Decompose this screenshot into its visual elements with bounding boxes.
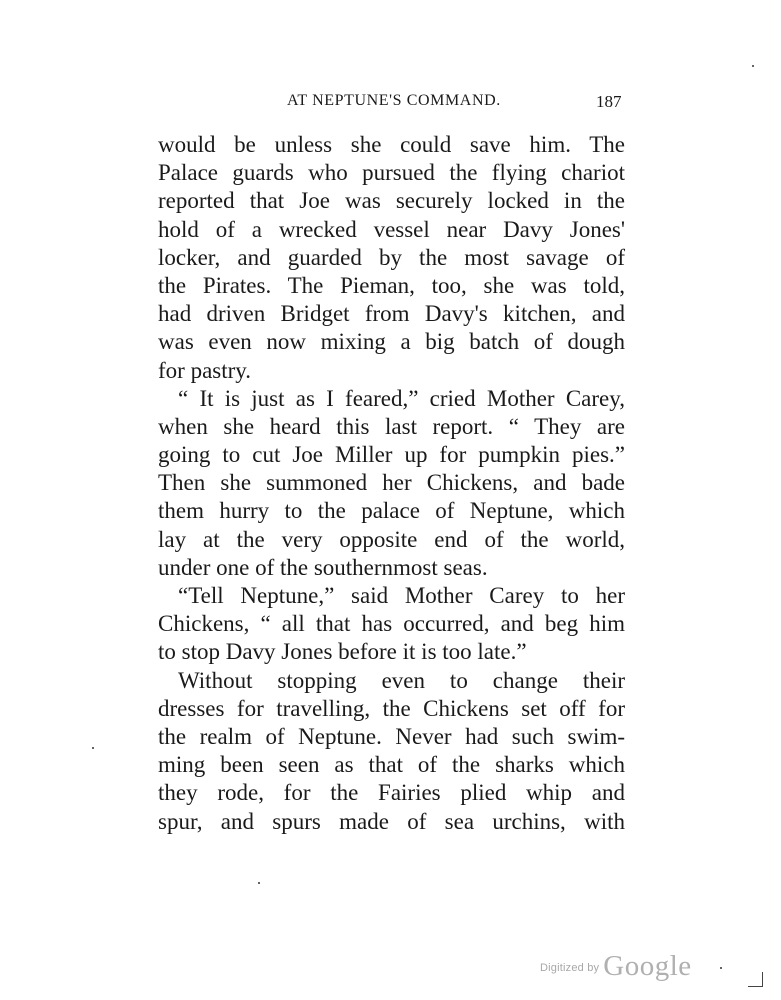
text-line: going to cut Joe Miller up for pumpkin pies.”	[158, 442, 625, 468]
text-line: them hurry to the palace of Neptune, which	[158, 498, 625, 524]
text-line: was even now mixing a big batch of dough	[158, 329, 625, 355]
text-line: hold of a wrecked vessel near Davy Jones'	[158, 216, 625, 242]
running-title: AT NEPTUNE'S COMMAND.	[287, 92, 501, 109]
text-line: under one of the southernmost seas.	[158, 554, 488, 580]
text-line: “ It is just as I feared,” cried Mother Carey,	[178, 385, 625, 411]
text-line: Palace guards who pursued the flying chariot	[158, 160, 625, 186]
scan-speck	[720, 967, 722, 969]
text-line: the realm of Neptune. Never had such swim-	[158, 723, 625, 749]
text-line: when she heard this last report. “ They are	[158, 413, 625, 439]
scan-speck	[258, 882, 260, 884]
scan-speck	[92, 747, 94, 749]
text-line: spur, and spurs made of sea urchins, with	[158, 808, 625, 834]
text-line: had driven Bridget from Davy's kitchen, and	[158, 301, 625, 327]
text-line: would be unless she could save him. The	[158, 132, 625, 157]
text-line: “Tell Neptune,” said Mother Carey to her	[178, 583, 625, 608]
text-line: to stop Davy Jones before it is too late.”	[158, 639, 527, 665]
running-head	[0, 92, 781, 116]
text-line: for pastry.	[158, 357, 252, 383]
text-line: dresses for travelling, the Chickens set off for	[158, 695, 625, 721]
text-line: Chickens, “ all that has occurred, and beg him	[158, 611, 625, 637]
google-logo: Google	[603, 950, 692, 982]
digitized-watermark	[540, 950, 692, 984]
text-line: reported that Joe was securely locked in the	[158, 188, 625, 214]
text-line: locker, and guarded by the most savage of	[158, 244, 625, 270]
scan-speck	[752, 65, 754, 67]
text-line: Then she summoned her Chickens, and bade	[158, 470, 625, 496]
text-line: the Pirates. The Pieman, too, she was told,	[158, 272, 625, 298]
text-line: ming been seen as that of the sharks which	[158, 752, 625, 778]
text-line: lay at the very opposite end of the world,	[158, 526, 625, 552]
page-number: 187	[596, 92, 622, 111]
scan-corner-mark	[748, 972, 763, 987]
watermark-prefix: Digitized by	[540, 962, 600, 974]
text-line: Without stopping even to change their	[178, 667, 625, 693]
body-text	[158, 131, 625, 836]
text-line: they rode, for the Fairies plied whip and	[158, 780, 625, 806]
